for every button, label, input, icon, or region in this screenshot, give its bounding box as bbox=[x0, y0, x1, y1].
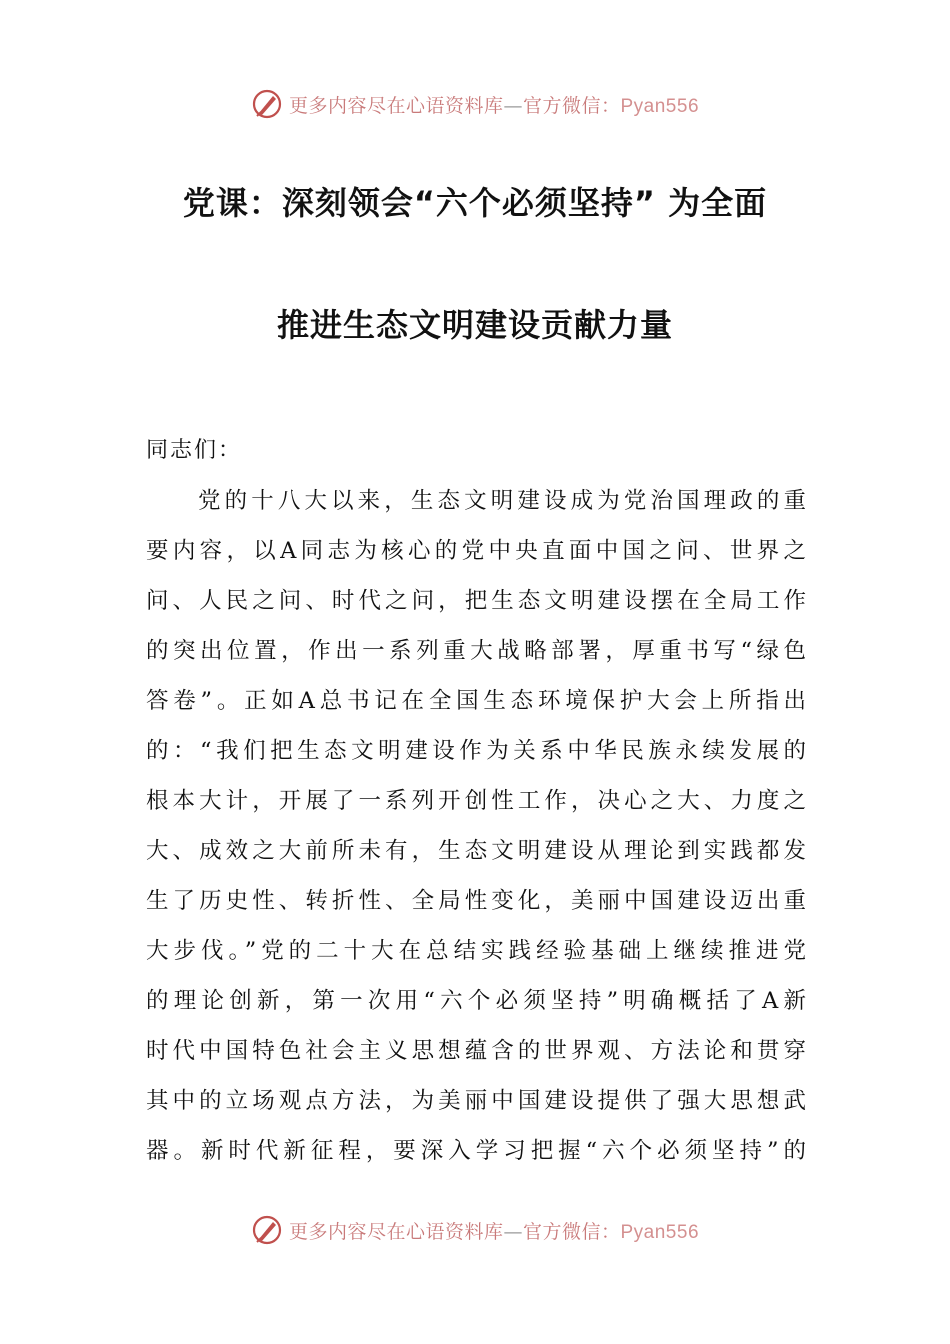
body-line: 党的十八大以来，生态文明建设成为党治国理政的重 bbox=[198, 488, 806, 514]
body-paragraph bbox=[146, 482, 806, 1182]
body-line: 的：“我们把生态文明建设作为关系中华民族永续发展的 bbox=[146, 738, 806, 764]
body-line: 的理论创新，第一次用“六个必须坚持”明确概括了A新 bbox=[146, 988, 806, 1014]
document-title-line-1: 党课：深刻领会“六个必须坚持” 为全面 bbox=[182, 184, 768, 222]
body-line: 的突出位置，作出一系列重大战略部署，厚重书写“绿色 bbox=[146, 638, 806, 664]
body-line: 器。新时代新征程，要深入学习把握“六个必须坚持”的 bbox=[146, 1138, 806, 1164]
document-title-line-2: 推进生态文明建设贡献力量 bbox=[276, 306, 673, 344]
quill-logo-icon bbox=[251, 1214, 283, 1246]
body-line: 问、人民之问、时代之问，把生态文明建设摆在全局工作 bbox=[146, 588, 806, 614]
body-line: 要内容，以A同志为核心的党中央直面中国之问、世界之 bbox=[146, 538, 806, 564]
body-line: 答卷”。正如A总书记在全国生态环境保护大会上所指出 bbox=[146, 688, 806, 714]
quill-logo-icon bbox=[251, 88, 283, 120]
body-line: 根本大计，开展了一系列开创性工作，决心之大、力度之 bbox=[146, 788, 806, 814]
footer-watermark bbox=[0, 1210, 950, 1250]
body-line: 大、成效之大前所未有，生态文明建设从理论到实践都发 bbox=[146, 838, 806, 864]
body-line: 其中的立场观点方法，为美丽中国建设提供了强大思想武 bbox=[146, 1088, 806, 1114]
body-line: 大步伐。”党的二十大在总结实践经验基础上继续推进党 bbox=[146, 938, 806, 964]
header-watermark bbox=[0, 84, 950, 124]
body-line: 时代中国特色社会主义思想蕴含的世界观、方法论和贯穿 bbox=[146, 1038, 806, 1064]
watermark-text: 更多内容尽在心语资料库—官方微信：Pyan556 bbox=[288, 1220, 700, 1243]
body-line: 生了历史性、转折性、全局性变化，美丽中国建设迈出重 bbox=[146, 888, 806, 914]
greeting: 同志们： bbox=[146, 438, 243, 463]
watermark-text: 更多内容尽在心语资料库—官方微信：Pyan556 bbox=[288, 94, 700, 117]
